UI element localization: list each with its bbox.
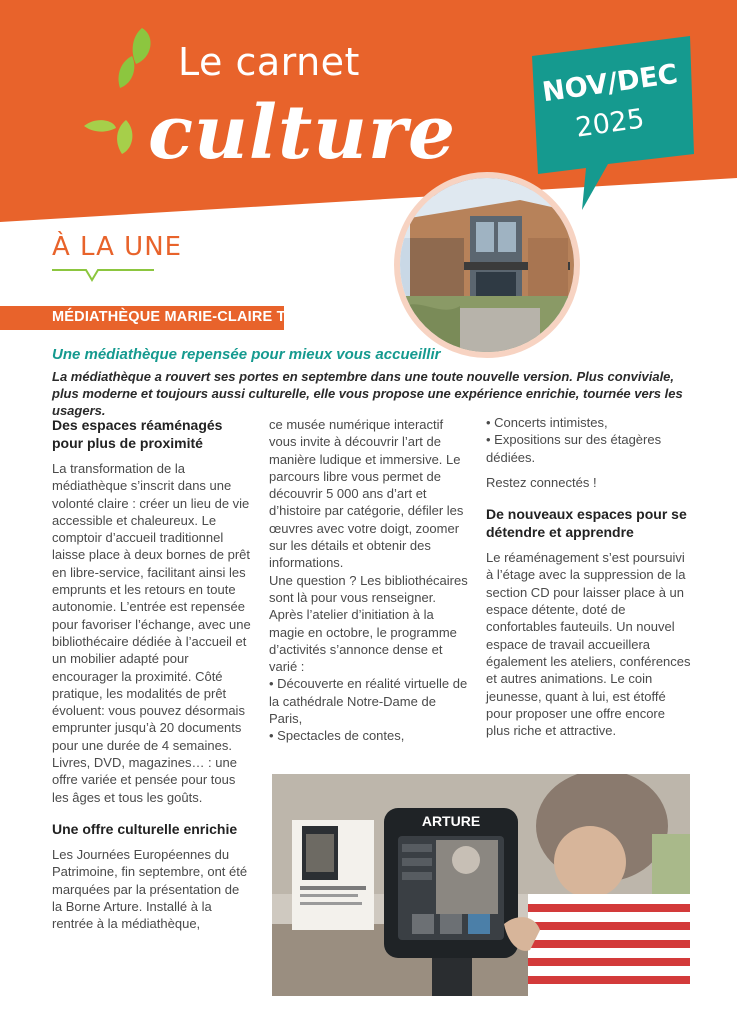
bullet-exhibitions: • Expositions sur des étagères dédiées. [486, 432, 662, 465]
heading-spaces: Des espaces réaménagés pour plus de proximité [52, 417, 223, 451]
masthead-title: culture [148, 90, 457, 176]
column-1 [52, 416, 252, 932]
heading-new-spaces: De nouveaux espaces pour se détendre et apprendre [486, 506, 687, 541]
kiosk-brand-label: ARTURE [421, 813, 481, 829]
heading-offer: Une offre culturelle enrichie [52, 820, 238, 837]
column-3 [486, 414, 692, 739]
lead-title: Une médiathèque repensée pour mieux vous accueillir [52, 346, 441, 363]
lead-text: La médiathèque a rouvert ses portes en septembre dans une toute nouvelle version. Plus conviviale, plus moderne et toujours aussi culturelle, elle vous propose une expérience enrichie, tournée vers les usagers. [52, 369, 683, 418]
stay-connected: Restez connectés ! [486, 474, 597, 490]
issue-months: NOV/DEC [540, 58, 680, 109]
bullet-vr: • Découverte en réalité virtuelle de la cathédrale Notre-Dame de Paris, [269, 676, 468, 727]
paragraph-program: Après l’atelier d’initiation à la magie en octobre, le programme d’activités s’annonce dense et varié : [269, 607, 457, 675]
paragraph-new-spaces: Le réaménagement s’est poursuivi à l’étage avec la suppression de la section CD pour laisser place à un espace détente, doté de confortables fauteuils. Un nouvel espace de travail accueillera également les ateliers, conférences et autres animations. Le coin jeunesse, quant à lui, est étoffé pour proposer une offre encore plus riche et attractive. [486, 550, 691, 739]
column-2 [269, 416, 469, 745]
bullet-tales: • Spectacles de contes, [269, 728, 405, 744]
bullet-concerts: • Concerts intimistes, [486, 415, 608, 430]
section-label: À LA UNE [52, 232, 183, 262]
issue-year: 2025 [573, 103, 647, 144]
section-ribbon-text: MÉDIATHÈQUE MARIE-CLAIRE TIHON [52, 309, 323, 325]
paragraph-offer: Les Journées Européennes du Patrimoine, fin septembre, ont été marquées par la présentation de la Borne Arture. Installé à la rentrée à la médiathèque, [52, 846, 248, 932]
paragraph-arture: ce musée numérique interactif vous invite à découvrir l’art de manière ludique et immersive. Le parcours libre vous permet de découvrir 5 000 ans d’art et d’histoire par catégorie, défiler les œuvres avec votre doigt, zoomer sur les détails et obtenir des informations. [269, 417, 464, 571]
paragraph-spaces: La transformation de la médiathèque s’inscrit dans une volonté claire : créer un lieu de vie accessible et chaleureux. Le comptoir d’accueil traditionnel laisse place à deux bornes de prêt en libre-service, facilitant ainsi les emprunts et les retours en toute autonomie. L’entrée est repensée pour favoriser l’échange, avec une bibliothécaire dédiée à l’accueil et un mobilier adapté pour encourager la proximité. Côté pratique, les modalités de prêt évoluent: vous pouvez désormais emprunter jusqu’à 20 documents pour une durée de 4 semaines. Livres, DVD, magazines… : une offre variée et pensée pour tous les âges et tous les goûts. [52, 461, 251, 805]
library-building-photo [394, 172, 580, 358]
section-underline [52, 266, 154, 292]
arture-kiosk-photo [272, 774, 690, 996]
masthead-subtitle: Le carnet [178, 40, 360, 84]
paragraph-question: Une question ? Les bibliothécaires sont là pour vous renseigner. [269, 572, 468, 605]
